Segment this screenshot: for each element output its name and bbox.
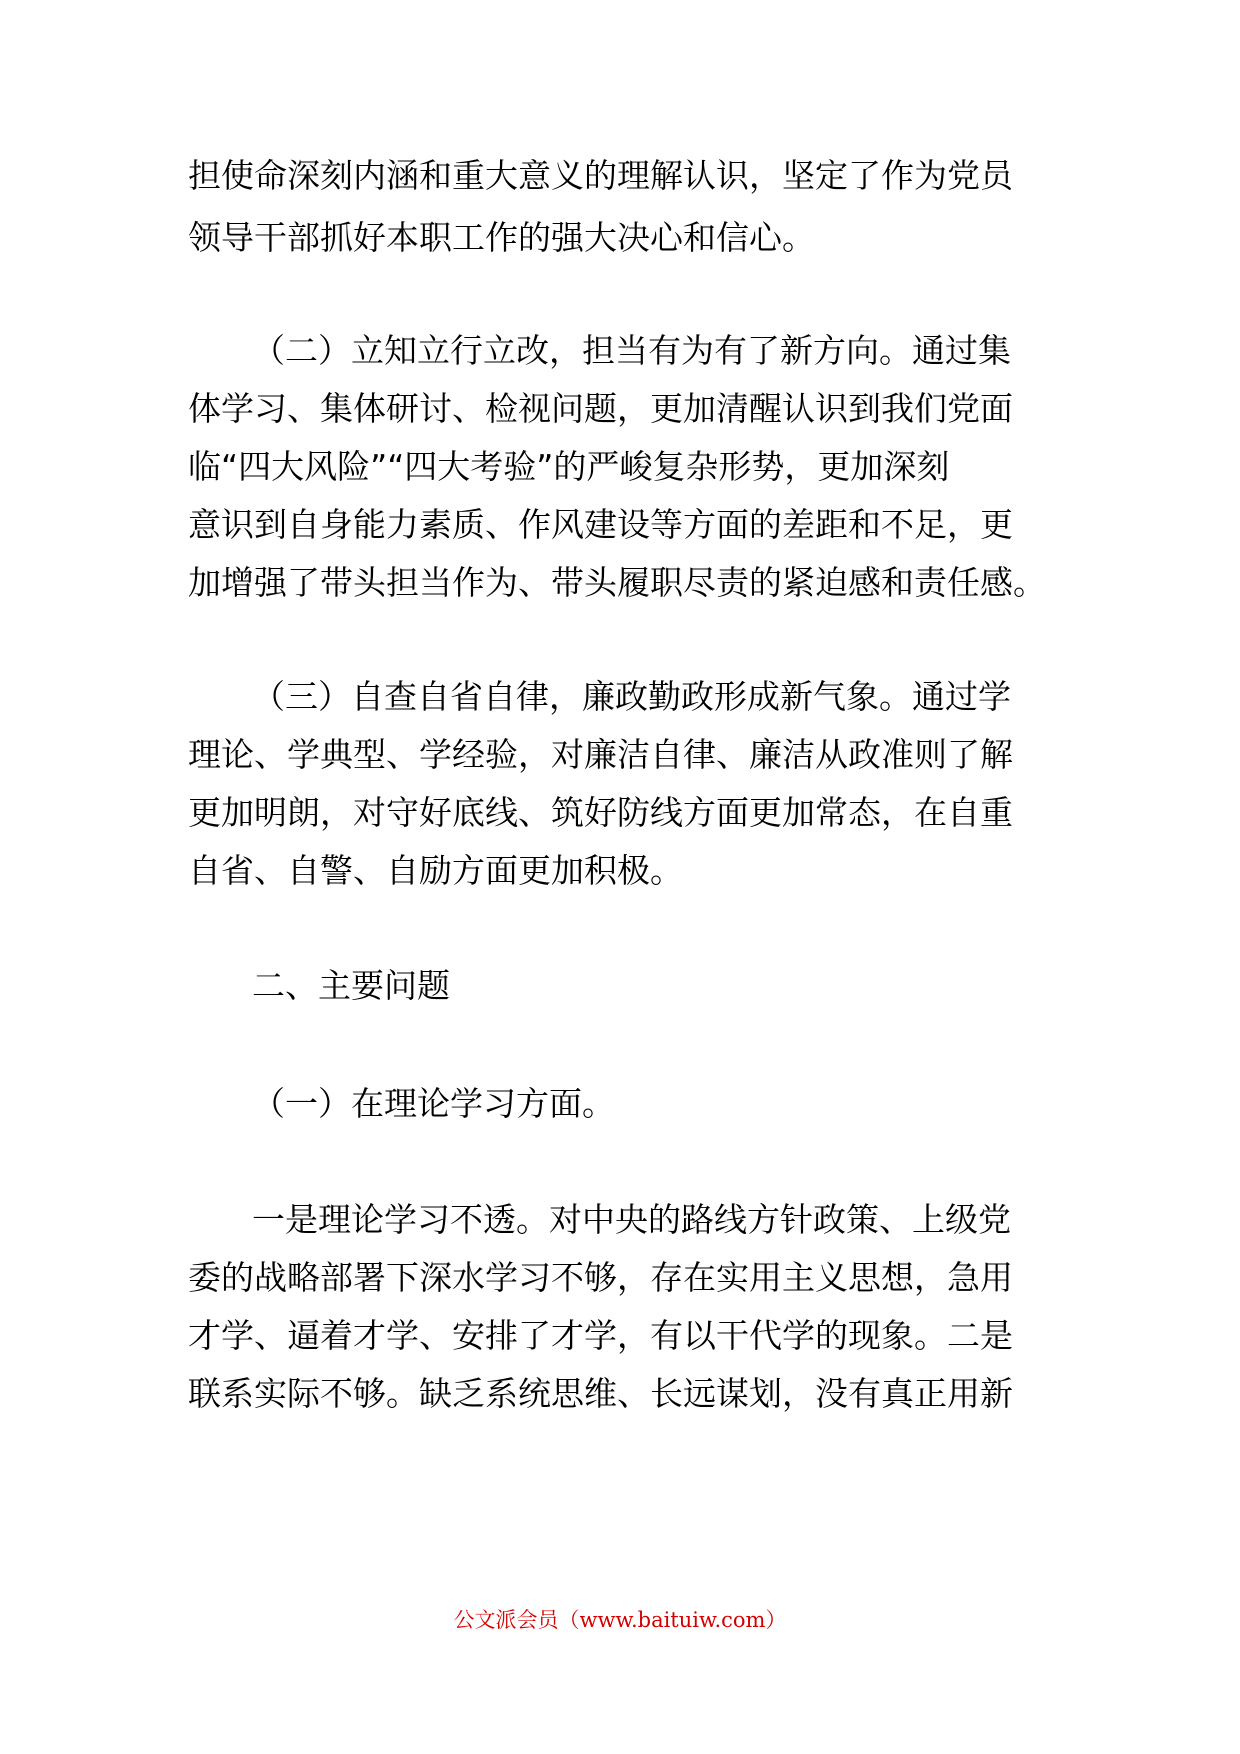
footer-watermark: 公文派会员（www.baituiw.com） (453, 1608, 787, 1632)
text-line: 一是理论学习不透。对中央的路线方针政策、上级党 (252, 1200, 1011, 1239)
text-line: 担使命深刻内涵和重大意义的理解认识，坚定了作为党员 (188, 156, 1013, 195)
text-line: （二）立知立行立改，担当有为有了新方向。通过集 (252, 331, 1011, 370)
text-line: 联系实际不够。缺乏系统思维、长远谋划，没有真正用新 (188, 1374, 1013, 1413)
text-line: 才学、逼着才学、安排了才学，有以干代学的现象。二是 (188, 1316, 1013, 1355)
text-line: 临“四大风险”“四大考验”的严峻复杂形势，更加深刻 (188, 447, 950, 486)
text-line: 领导干部抓好本职工作的强大决心和信心。 (188, 218, 815, 257)
text-line: 更加明朗，对守好底线、筑好防线方面更加常态，在自重 (188, 793, 1013, 832)
subsection-heading: （一）在理论学习方面。 (252, 1084, 615, 1123)
text-line: 加增强了带头担当作为、带头履职尽责的紧迫感和责任感。 (188, 563, 1046, 602)
text-line: 委的战略部署下深水学习不够，存在实用主义思想，急用 (188, 1258, 1013, 1297)
text-line: 自省、自警、自励方面更加积极。 (188, 851, 683, 890)
text-line: 体学习、集体研讨、检视问题，更加清醒认识到我们党面 (188, 389, 1013, 428)
section-heading: 二、主要问题 (252, 966, 450, 1005)
text-line: （三）自查自省自律，廉政勤政形成新气象。通过学 (252, 677, 1011, 716)
text-line: 意识到自身能力素质、作风建设等方面的差距和不足，更 (188, 505, 1013, 544)
text-line: 理论、学典型、学经验，对廉洁自律、廉洁从政准则了解 (188, 735, 1013, 774)
